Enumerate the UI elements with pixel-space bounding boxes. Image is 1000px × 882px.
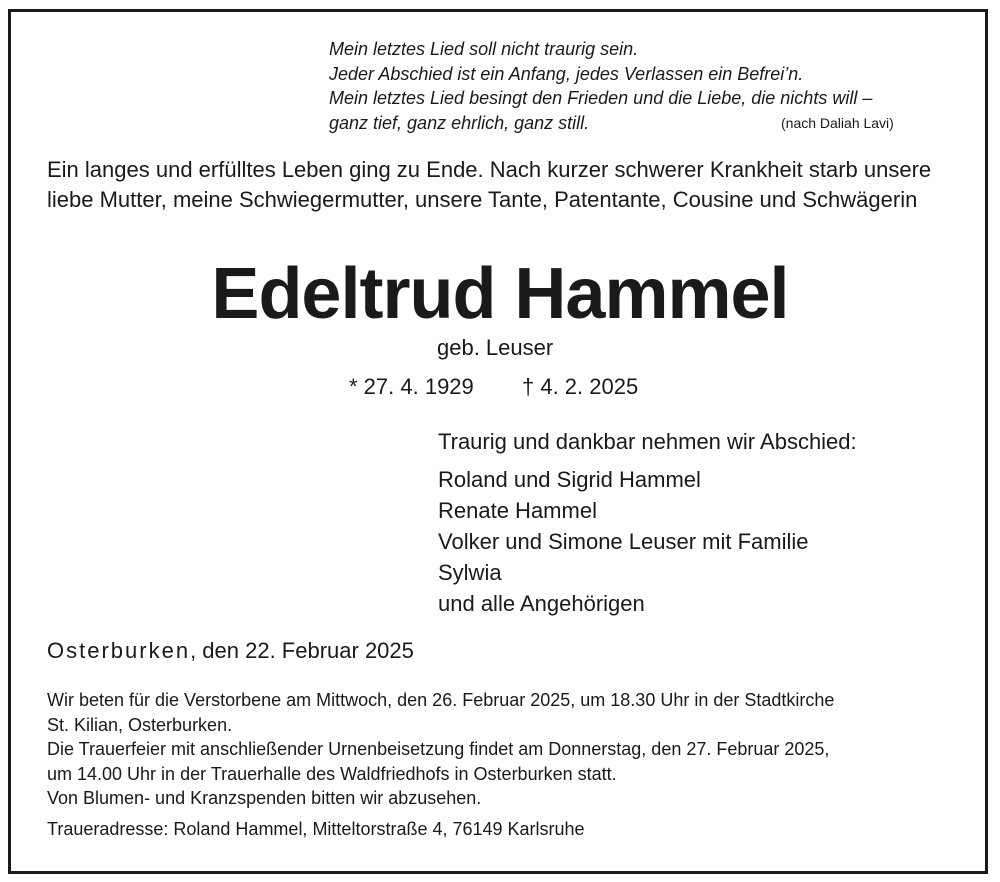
poem-line: Mein letztes Lied soll nicht traurig sein. <box>329 39 639 59</box>
maiden-name: geb. Leuser <box>437 335 554 360</box>
death-date: † 4. 2. 2025 <box>522 374 639 399</box>
mourners-block <box>438 426 857 619</box>
mourning-address: Traueradresse: Roland Hammel, Mitteltorstraße 4, 76149 Karlsruhe <box>47 819 585 839</box>
mourner-name: Volker und Simone Leuser mit Familie <box>438 529 809 554</box>
poem-source: (nach Daliah Lavi) <box>781 115 894 131</box>
place-name: Osterburken <box>47 638 191 663</box>
poem-line: ganz tief, ganz ehrlich, ganz still. <box>329 112 590 133</box>
place-date-line <box>47 638 414 664</box>
notice-date: , den 22. Februar 2025 <box>190 638 414 663</box>
mourners-heading: Traurig und dankbar nehmen wir Abschied: <box>438 429 857 454</box>
info-line: Wir beten für die Verstorbene am Mittwoch, den 26. Februar 2025, um 18.30 Uhr in der Stadtkirche <box>47 690 835 710</box>
info-line: Die Trauerfeier mit anschließender Urnenbeisetzung findet am Donnerstag, den 27. Februar 2025, <box>47 739 830 759</box>
birth-date: * 27. 4. 1929 <box>349 374 474 399</box>
poem-line: Mein letztes Lied besingt den Frieden und die Liebe, die nichts will – <box>329 88 873 108</box>
poem-line: Jeder Abschied ist ein Anfang, jedes Verlassen ein Befrei’n. <box>329 63 804 84</box>
info-line: Von Blumen- und Kranzspenden bitten wir abzusehen. <box>47 788 482 808</box>
intro-text: Ein langes und erfülltes Leben ging zu Ende. Nach kurzer schwerer Krankheit starb unsere liebe Mutter, meine Schwiegermutter, unsere Tante, Patentante, Cousine und Schwägerin <box>47 157 932 212</box>
mourner-name: und alle Angehörigen <box>438 591 645 616</box>
info-line: um 14.00 Uhr in der Trauerhalle des Waldfriedhofs in Osterburken statt. <box>47 763 617 784</box>
deceased-name: Edeltrud Hammel <box>211 254 789 334</box>
mourner-name: Roland und Sigrid Hammel <box>438 467 701 492</box>
info-line: St. Kilian, Osterburken. <box>47 714 233 735</box>
mourner-name: Renate Hammel <box>438 498 597 523</box>
service-info <box>47 688 834 811</box>
mourner-name: Sylwia <box>438 560 502 585</box>
